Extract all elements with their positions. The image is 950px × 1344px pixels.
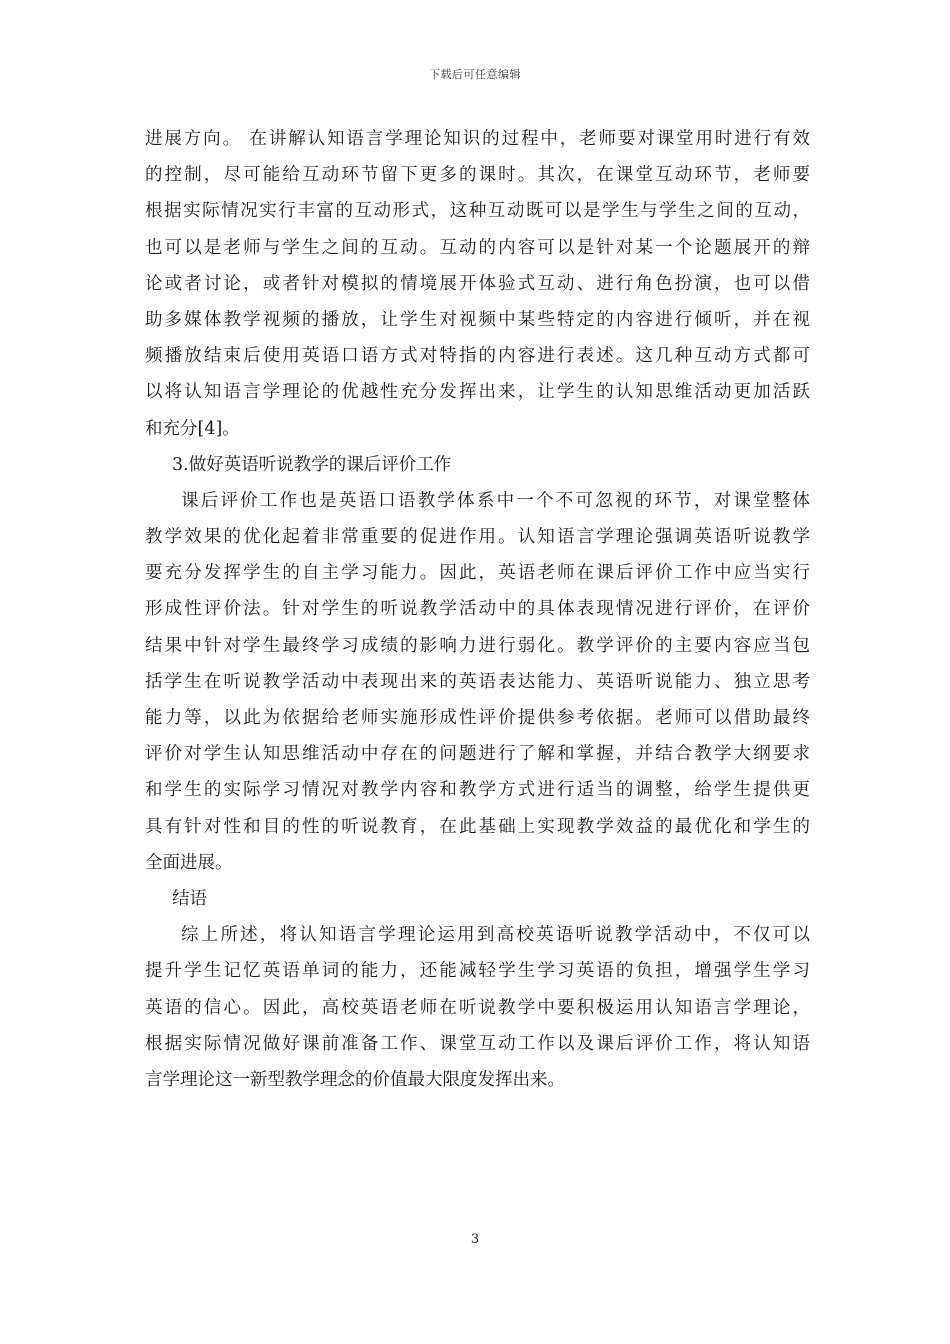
- text-line: 言学理论这一新型教学理念的价值最大限度发挥出来。: [145, 1069, 565, 1090]
- text-line: 和学生的实际学习情况对教学内容和教学方式进行适当的调整，给学生提供更: [145, 780, 810, 801]
- text-line: 提升学生记忆英语单词的能力，还能减轻学生学习英语的负担，增强学生学习: [145, 961, 810, 982]
- text-line: 的控制，尽可能给互动环节留下更多的课时。其次，在课堂互动环节，老师要: [145, 165, 810, 186]
- page-header: 下载后可任意编辑: [429, 68, 521, 81]
- text-line: 以将认知语言学理论的优越性充分发挥出来，让学生的认知思维活动更加活跃: [145, 382, 810, 403]
- section-heading: 3.做好英语听说教学的课后评价工作: [172, 454, 452, 475]
- text-line: 也可以是老师与学生之间的互动。互动的内容可以是针对某一个论题展开的辩: [145, 237, 810, 258]
- document-body: [145, 121, 810, 1098]
- text-line: 评价对学生认知思维活动中存在的问题进行了解和掌握，并结合教学大纲要求: [145, 744, 810, 765]
- paragraph-interaction: [145, 121, 810, 447]
- text-line: 教学效果的优化起着非常重要的促进作用。认知语言学理论强调英语听说教学: [145, 527, 810, 548]
- text-line: 结果中针对学生最终学习成绩的影响力进行弱化。教学评价的主要内容应当包: [145, 635, 810, 656]
- text-line: 频播放结束后使用英语口语方式对特指的内容进行表述。这几种互动方式都可: [145, 346, 810, 367]
- text-line: 全面进展。: [145, 852, 233, 873]
- text-line: 课后评价工作也是英语口语教学体系中一个不可忽视的环节，对课堂整体: [181, 490, 810, 511]
- text-line: 根据实际情况做好课前准备工作、课堂互动工作以及课后评价工作，将认知语: [145, 1033, 810, 1054]
- text-line: 和充分[4]。: [145, 418, 240, 439]
- text-line: 形成性评价法。针对学生的听说教学活动中的具体表现情况进行评价，在评价: [145, 599, 810, 620]
- paragraph-evaluation: [145, 483, 810, 881]
- page-number: 3: [470, 1232, 480, 1247]
- text-line: 进展方向。 在讲解认知语言学理论知识的过程中，老师要对课堂用时进行有效: [145, 129, 810, 149]
- text-line: 括学生在听说教学活动中表现出来的英语表达能力、英语听说能力、独立思考: [145, 671, 810, 692]
- paragraph-conclusion: [145, 917, 810, 1098]
- text-line: 具有针对性和目的性的听说教育，在此基础上实现教学效益的最优化和学生的: [145, 816, 810, 837]
- text-line: 助多媒体教学视频的播放，让学生对视频中某些特定的内容进行倾听，并在视: [145, 309, 810, 330]
- text-line: 英语的信心。因此，高校英语老师在听说教学中要积极运用认知语言学理论，: [145, 997, 810, 1018]
- text-line: 论或者讨论，或者针对模拟的情境展开体验式互动、进行角色扮演，也可以借: [145, 273, 810, 294]
- text-line: 根据实际情况实行丰富的互动形式，这种互动既可以是学生与学生之间的互动，: [145, 201, 810, 222]
- text-line: 要充分发挥学生的自主学习能力。因此，英语老师在课后评价工作中应当实行: [145, 563, 810, 584]
- text-line: 能力等，以此为依据给老师实施形成性评价提供参考依据。老师可以借助最终: [145, 708, 810, 728]
- conclusion-heading: 结语: [172, 888, 207, 909]
- text-line: 综上所述，将认知语言学理论运用到高校英语听说教学活动中，不仅可以: [181, 925, 810, 946]
